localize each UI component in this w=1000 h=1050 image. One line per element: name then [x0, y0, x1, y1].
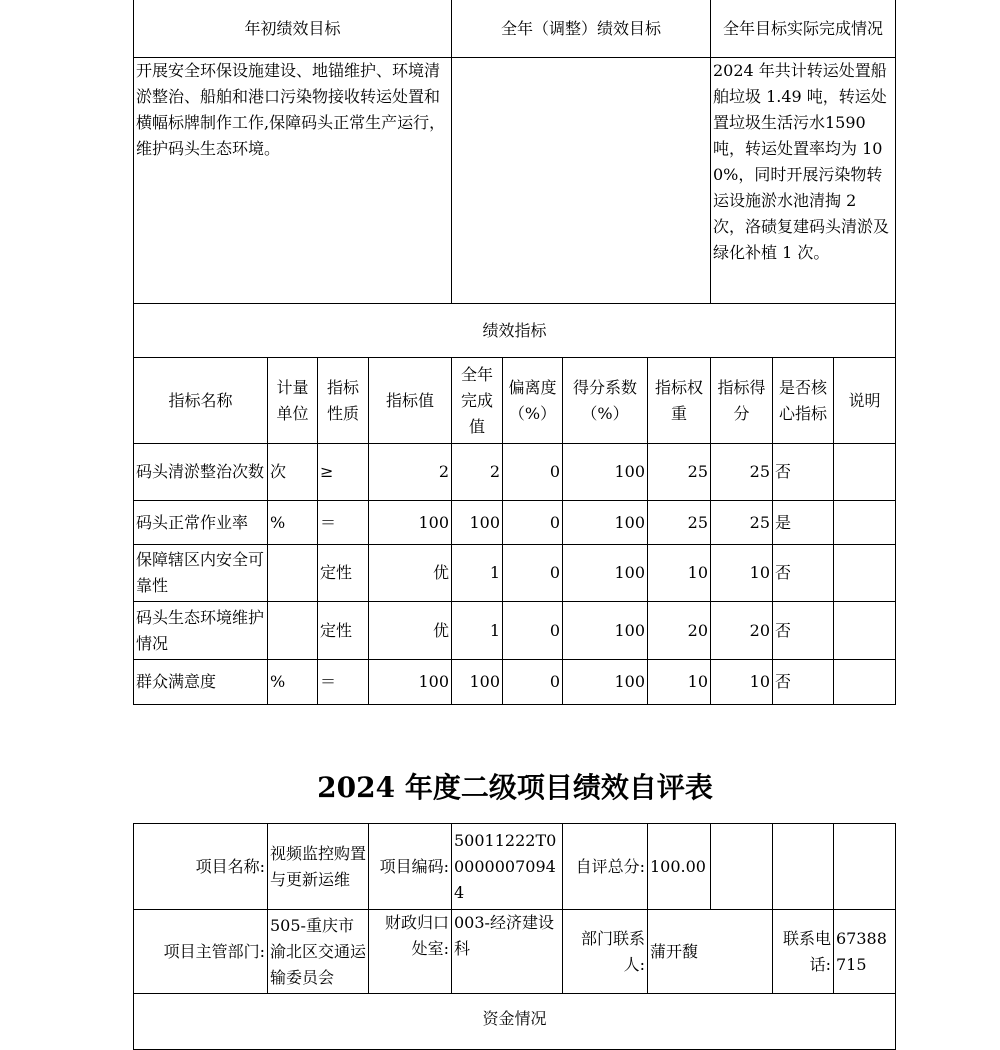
col-note: 说明 [834, 358, 896, 444]
indicator-header-row [134, 358, 896, 444]
cell-target: 优 [369, 602, 452, 660]
col-target: 指标值 [369, 358, 452, 444]
cell-core: 否 [773, 444, 834, 501]
goal-table [133, 0, 896, 358]
project-row-2 [134, 910, 896, 994]
actual-completion-text: 2024 年共计转运处置船舶垃圾 1.49 吨，转运处置垃圾生活污水1590 吨，转运处置率均为 100%，同时开展污染物转运设施淤水池清掏 2 次，洛碛复建码头清淤及绿化补植 1 次。 [711, 58, 896, 304]
cell-unit [268, 545, 318, 602]
cell-core: 否 [773, 545, 834, 602]
cell-unit [268, 602, 318, 660]
cell-core: 否 [773, 660, 834, 705]
cell-deviation: 0 [503, 660, 563, 705]
office-value: 003-经济建设科 [452, 910, 563, 994]
col-indicator-name: 指标名称 [134, 358, 268, 444]
cell-unit: % [268, 660, 318, 705]
cell-actual: 1 [452, 602, 503, 660]
col-unit: 计量单位 [268, 358, 318, 444]
cell-weight: 25 [648, 501, 711, 545]
project-code-value: 50011222T000000070944 [452, 824, 563, 910]
cell-core: 否 [773, 602, 834, 660]
header-initial-goal: 年初绩效目标 [134, 0, 452, 58]
cell-deviation: 0 [503, 602, 563, 660]
cell-score: 25 [711, 501, 773, 545]
cell-note [834, 602, 896, 660]
cell-score: 10 [711, 545, 773, 602]
dept-value: 505-重庆市渝北区交通运输委员会 [268, 910, 369, 994]
cell-nature: ＝ [318, 501, 369, 545]
col-weight: 指标权重 [648, 358, 711, 444]
adjusted-goal-text [452, 58, 711, 304]
initial-goal-text: 开展安全环保设施建设、地锚维护、环境清淤整治、船舶和港口污染物接收转运处置和横幅标牌制作工作,保障码头正常生产运行，维护码头生态环境。 [134, 58, 452, 304]
col-score: 指标得分 [711, 358, 773, 444]
cell-name: 码头正常作业率 [134, 501, 268, 545]
table-row [134, 545, 896, 602]
empty-cell [834, 824, 896, 910]
self-score-label: 自评总分: [563, 824, 648, 910]
empty-cell [773, 824, 834, 910]
cell-coefficient: 100 [563, 545, 648, 602]
cell-unit: % [268, 501, 318, 545]
cell-score: 25 [711, 444, 773, 501]
table-row [134, 660, 896, 705]
col-nature: 指标性质 [318, 358, 369, 444]
cell-target: 优 [369, 545, 452, 602]
project-name-value: 视频监控购置与更新运维 [268, 824, 369, 910]
dept-label: 项目主管部门: [134, 910, 268, 994]
phone-value: 67388715 [834, 910, 896, 994]
table-row [134, 501, 896, 545]
project-name-label: 项目名称: [134, 824, 268, 910]
project-code-label: 项目编码: [369, 824, 452, 910]
indicator-table [133, 357, 896, 705]
project-row-1 [134, 824, 896, 910]
col-actual: 全年完成值 [452, 358, 503, 444]
cell-coefficient: 100 [563, 660, 648, 705]
cell-weight: 20 [648, 602, 711, 660]
cell-note [834, 545, 896, 602]
cell-actual: 100 [452, 501, 503, 545]
col-core: 是否核心指标 [773, 358, 834, 444]
cell-deviation: 0 [503, 444, 563, 501]
office-label: 财政归口处室: [369, 910, 452, 994]
table-row [134, 444, 896, 501]
header-actual-completion: 全年目标实际完成情况 [711, 0, 896, 58]
cell-target: 100 [369, 660, 452, 705]
table-row [134, 602, 896, 660]
cell-deviation: 0 [503, 501, 563, 545]
cell-deviation: 0 [503, 545, 563, 602]
cell-coefficient: 100 [563, 602, 648, 660]
cell-nature: 定性 [318, 602, 369, 660]
cell-name: 码头生态环境维护情况 [134, 602, 268, 660]
header-adjusted-goal: 全年（调整）绩效目标 [452, 0, 711, 58]
cell-actual: 1 [452, 545, 503, 602]
cell-core: 是 [773, 501, 834, 545]
cell-weight: 10 [648, 660, 711, 705]
self-score-value: 100.00 [648, 824, 711, 910]
cell-unit: 次 [268, 444, 318, 501]
cell-note [834, 660, 896, 705]
cell-actual: 2 [452, 444, 503, 501]
empty-cell [711, 824, 773, 910]
cell-actual: 100 [452, 660, 503, 705]
cell-name: 保障辖区内安全可靠性 [134, 545, 268, 602]
contact-value: 蒲开馥 [648, 910, 773, 994]
indicator-section-title: 绩效指标 [134, 304, 896, 358]
cell-nature: ≥ [318, 444, 369, 501]
cell-name: 群众满意度 [134, 660, 268, 705]
cell-weight: 25 [648, 444, 711, 501]
cell-score: 20 [711, 602, 773, 660]
contact-label: 部门联系人: [563, 910, 648, 994]
phone-label: 联系电话: [773, 910, 834, 994]
cell-nature: ＝ [318, 660, 369, 705]
cell-note [834, 444, 896, 501]
project-info-table [133, 823, 896, 1050]
funds-section-title: 资金情况 [134, 994, 896, 1050]
cell-target: 2 [369, 444, 452, 501]
cell-target: 100 [369, 501, 452, 545]
col-coefficient: 得分系数（%） [563, 358, 648, 444]
cell-note [834, 501, 896, 545]
page-title: 2024 年度二级项目绩效自评表 [317, 771, 713, 804]
cell-coefficient: 100 [563, 501, 648, 545]
cell-name: 码头清淤整治次数 [134, 444, 268, 501]
cell-nature: 定性 [318, 545, 369, 602]
project-row-3 [134, 994, 896, 1050]
cell-coefficient: 100 [563, 444, 648, 501]
col-deviation: 偏离度（%） [503, 358, 563, 444]
cell-score: 10 [711, 660, 773, 705]
cell-weight: 10 [648, 545, 711, 602]
